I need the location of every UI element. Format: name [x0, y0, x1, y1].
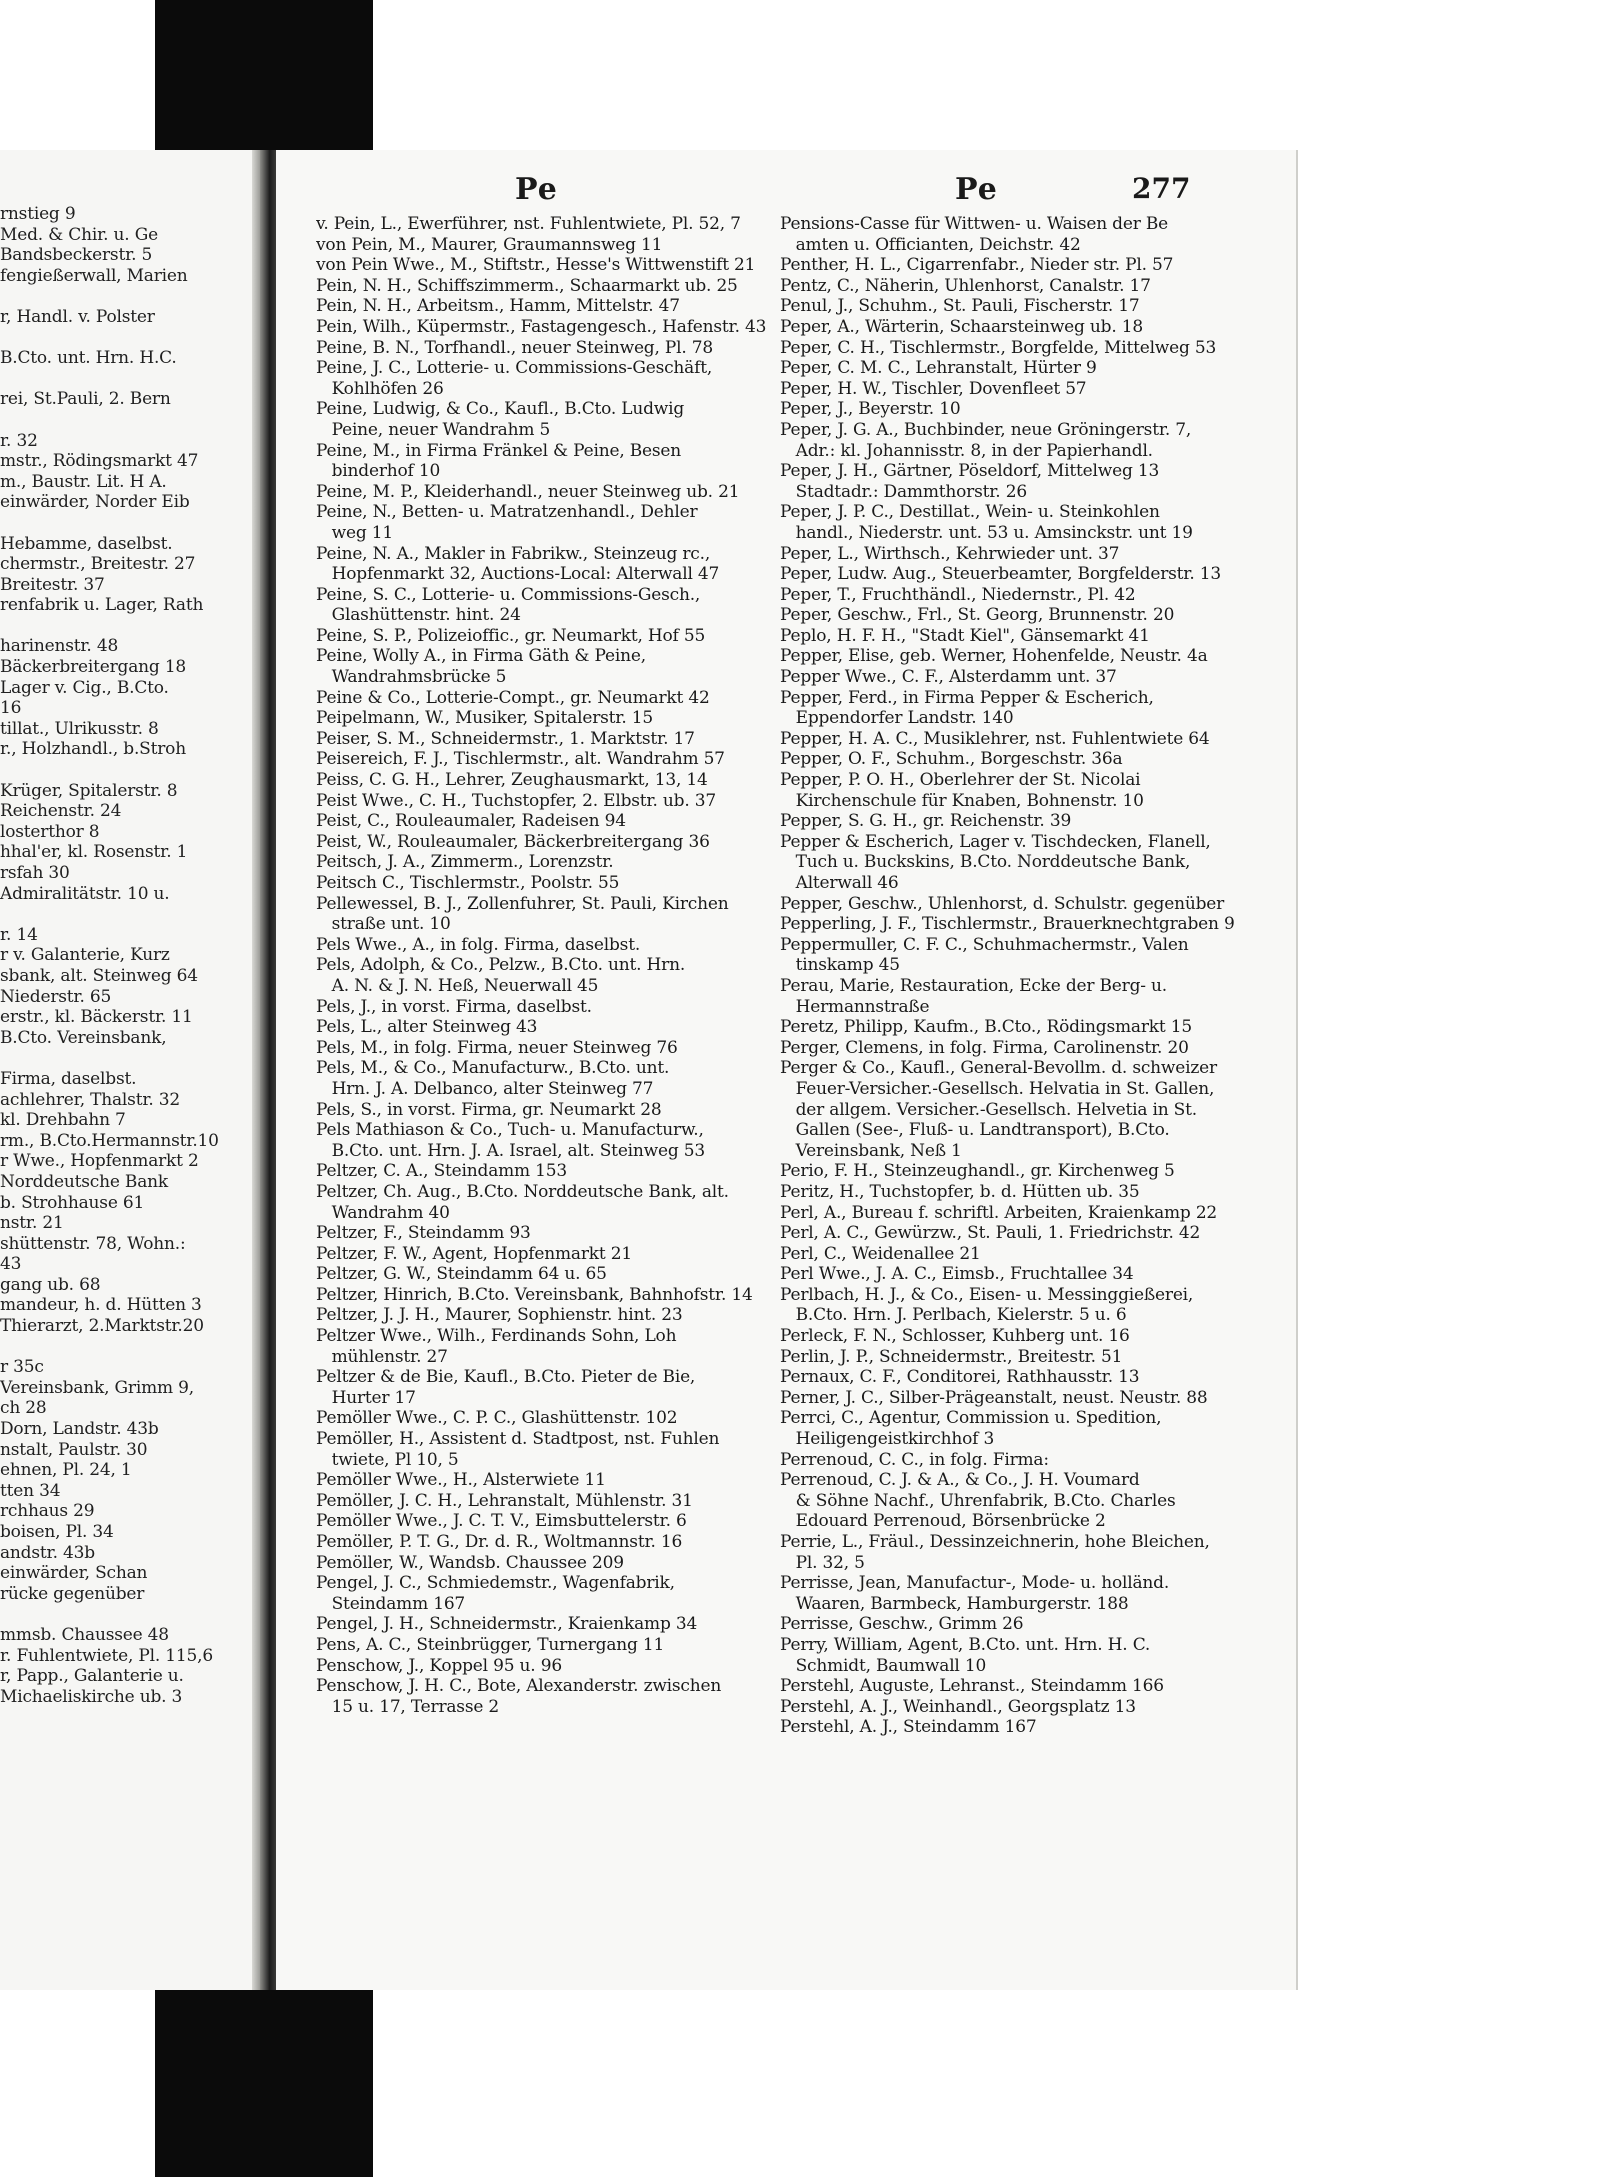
directory-column-right: [780, 214, 1288, 1738]
directory-entry-line: Peper, T., Fruchthändl., Niedernstr., Pl. 42: [780, 584, 1136, 605]
directory-entry-line: r. Fuhlentwiete, Pl. 115,6: [0, 1645, 213, 1666]
directory-entry-line: Peine, S. C., Lotterie- u. Commissions-Gesch.,: [316, 584, 701, 605]
directory-entry-line: Peine, N. A., Makler in Fabrikw., Steinzeug rc.,: [316, 543, 711, 564]
directory-entry-line: achlehrer, Thalstr. 32: [0, 1089, 181, 1110]
directory-entry-line: rsfah 30: [0, 863, 70, 883]
directory-entry-line: Pemöller Wwe., C. P. C., Glashüttenstr. 102: [316, 1408, 678, 1429]
directory-entry-line: Pernaux, C. F., Conditorei, Rathhausstr. 13: [780, 1367, 1140, 1388]
directory-entry-line: Perstehl, Auguste, Lehranst., Steindamm 166: [780, 1676, 1164, 1697]
directory-entry-line: Hopfenmarkt 32, Auctions-Local: Alterwall 47: [316, 564, 720, 585]
directory-entry-line: weg 11: [316, 522, 393, 543]
directory-entry-line: Perl, C., Weidenallee 21: [780, 1243, 981, 1264]
directory-entry-line: Peltzer, Hinrich, B.Cto. Vereinsbank, Bahnhofstr. 14: [316, 1284, 753, 1305]
directory-entry-line: renfabrik u. Lager, Rath: [0, 595, 204, 616]
directory-entry-line: Peltzer, F. W., Agent, Hopfenmarkt 21: [316, 1243, 632, 1264]
directory-entry-line: Peltzer, G. W., Steindamm 64 u. 65: [316, 1264, 607, 1285]
directory-entry-line: tten 34: [0, 1480, 61, 1501]
directory-entry-line: einwärder, Schan: [0, 1563, 148, 1584]
directory-entry-line: shüttenstr. 78, Wohn.:: [0, 1233, 186, 1254]
directory-entry-line: 15 u. 17, Terrasse 2: [316, 1696, 500, 1717]
directory-entry-line: fengießerwall, Marien: [0, 265, 188, 286]
directory-entry-line: Pepper, Ferd., in Firma Pepper & Escherich,: [780, 687, 1154, 708]
directory-entry-line: boisen, Pl. 34: [0, 1522, 114, 1542]
directory-entry-line: Perrci, C., Agentur, Commission u. Spedition,: [780, 1408, 1162, 1429]
directory-entry-line: Penul, J., Schuhm., St. Pauli, Fischerstr. 17: [780, 296, 1140, 317]
directory-entry-line: gang ub. 68: [0, 1274, 101, 1295]
directory-entry-line: Firma, daselbst.: [0, 1068, 137, 1089]
directory-entry-line: Alterwall 46: [780, 873, 899, 893]
directory-entry-line: r. 14: [0, 924, 38, 945]
directory-entry-line: rnstieg 9: [0, 204, 76, 224]
directory-entry-line: Pels, Adolph, & Co., Pelzw., B.Cto. unt. Hrn.: [316, 955, 686, 976]
directory-entry-line: Pensions-Casse für Wittwen- u. Waisen der Be: [780, 214, 1168, 234]
directory-column-left: [316, 214, 776, 1717]
directory-entry-line: Thierarzt, 2.Marktstr.20: [0, 1316, 204, 1337]
directory-entry-line: Schmidt, Baumwall 10: [780, 1655, 987, 1676]
directory-entry-line: amten u. Officianten, Deichstr. 42: [780, 234, 1081, 255]
directory-entry-line: Tuch u. Buckskins, B.Cto. Norddeutsche Bank,: [780, 852, 1191, 873]
directory-entry-line: Perstehl, A. J., Weinhandl., Georgsplatz 13: [780, 1696, 1136, 1717]
directory-entry-line: Vereinsbank, Neß 1: [780, 1140, 962, 1161]
directory-entry-line: Pemöller, W., Wandsb. Chaussee 209: [316, 1552, 624, 1573]
directory-entry-line: A. N. & J. N. Heß, Neuerwall 45: [316, 975, 599, 996]
directory-entry-line: Feuer-Versicher.-Gesellsch. Helvatia in St. Gallen,: [780, 1078, 1215, 1099]
directory-entry-line: Pens, A. C., Steinbrügger, Turnergang 11: [316, 1634, 665, 1655]
directory-entry-line: Pels, L., alter Steinweg 43: [316, 1017, 538, 1038]
directory-entry-line: Pepper, Elise, geb. Werner, Hohenfelde, Neustr. 4a: [780, 646, 1208, 667]
directory-entry-line: Krüger, Spitalerstr. 8: [0, 780, 178, 801]
directory-entry-line: B.Cto. unt. Hrn. J. A. Israel, alt. Steinweg 53: [316, 1140, 705, 1161]
directory-entry-line: Peine, M., in Firma Fränkel & Peine, Besen: [316, 440, 682, 461]
directory-entry-line: Hermannstraße: [780, 996, 930, 1017]
left-page-fragment: [0, 150, 260, 1990]
directory-entry-line: Peine, Wolly A., in Firma Gäth & Peine,: [316, 646, 646, 667]
directory-entry-line: [0, 1048, 250, 1069]
directory-entry-line: Vereinsbank, Grimm 9,: [0, 1377, 194, 1398]
directory-entry-line: ch 28: [0, 1398, 47, 1419]
directory-entry-line: r, Papp., Galanterie u.: [0, 1666, 184, 1687]
directory-entry-line: hhal'er, kl. Rosenstr. 1: [0, 842, 188, 863]
directory-entry-line: 43: [0, 1254, 22, 1275]
directory-entry-line: Perrisse, Jean, Manufactur-, Mode- u. holländ.: [780, 1573, 1170, 1594]
directory-entry-line: [0, 410, 250, 431]
directory-entry-line: tillat., Ulrikusstr. 8: [0, 718, 159, 739]
directory-entry-line: Peist, C., Rouleaumaler, Radeisen 94: [316, 811, 626, 832]
directory-entry-line: Waaren, Barmbeck, Hamburgerstr. 188: [780, 1593, 1129, 1614]
directory-entry-line: tinskamp 45: [780, 955, 900, 976]
directory-entry-line: r Wwe., Hopfenmarkt 2: [0, 1151, 199, 1172]
scan-border-top: [155, 0, 373, 150]
directory-entry-line: Perl Wwe., J. A. C., Eimsb., Fruchtallee 34: [780, 1264, 1134, 1285]
directory-entry-line: Hebamme, daselbst.: [0, 533, 173, 554]
directory-entry-line: mandeur, h. d. Hütten 3: [0, 1295, 202, 1316]
directory-entry-line: Pemöller Wwe., H., Alsterwiete 11: [316, 1470, 606, 1491]
directory-entry-line: Pels, M., & Co., Manufacturw., B.Cto. unt.: [316, 1058, 670, 1079]
directory-entry-line: Pels, J., in vorst. Firma, daselbst.: [316, 996, 592, 1017]
directory-entry-line: Perrenoud, C. J. & A., & Co., J. H. Voumard: [780, 1470, 1140, 1491]
directory-entry-line: mmsb. Chaussee 48: [0, 1624, 169, 1645]
directory-entry-line: rm., B.Cto.Hermannstr.10: [0, 1130, 219, 1151]
directory-entry-line: b. Strohhause 61: [0, 1192, 145, 1213]
directory-entry-line: Niederstr. 65: [0, 986, 112, 1007]
directory-entry-line: Perleck, F. N., Schlosser, Kuhberg unt. 16: [780, 1326, 1130, 1347]
directory-entry-line: m., Baustr. Lit. H A.: [0, 471, 167, 492]
directory-entry-line: Peltzer, C. A., Steindamm 153: [316, 1161, 568, 1182]
directory-entry-line: Pepper Wwe., C. F., Alsterdamm unt. 37: [780, 667, 1117, 688]
column-header-right: Pe: [955, 172, 998, 207]
directory-entry-line: Peisereich, F. J., Tischlermstr., alt. Wandrahm 57: [316, 749, 725, 770]
directory-entry-line: Perrie, L., Fräul., Dessinzeichnerin, hohe Bleichen,: [780, 1532, 1210, 1552]
directory-entry-line: Peine & Co., Lotterie-Compt., gr. Neumarkt 42: [316, 687, 710, 708]
directory-entry-line: rchhaus 29: [0, 1501, 95, 1522]
directory-entry-line: B.Cto. Hrn. J. Perlbach, Kielerstr. 5 u. 6: [780, 1305, 1127, 1326]
directory-entry-line: Peper, C. M. C., Lehranstalt, Hürter 9: [780, 358, 1097, 379]
column-header-left: Pe: [515, 172, 558, 207]
directory-entry-line: Pepper, S. G. H., gr. Reichenstr. 39: [780, 811, 1072, 832]
directory-entry-line: twiete, Pl 10, 5: [316, 1449, 459, 1470]
directory-entry-line: Peine, B. N., Torfhandl., neuer Steinweg, Pl. 78: [316, 337, 714, 358]
directory-entry-line: Lager v. Cig., B.Cto.: [0, 677, 169, 698]
page-number: 277: [1132, 172, 1191, 205]
directory-entry-line: Kirchenschule für Knaben, Bohnenstr. 10: [780, 790, 1144, 811]
directory-entry-line: Peper, H. W., Tischler, Dovenfleet 57: [780, 378, 1087, 399]
directory-entry-line: 16: [0, 698, 22, 719]
directory-entry-line: [0, 1337, 250, 1358]
directory-entry-line: Peiss, C. G. H., Lehrer, Zeughausmarkt, 13, 14: [316, 770, 708, 791]
directory-entry-line: r, Handl. v. Polster: [0, 306, 155, 327]
directory-entry-line: Peper, J. G. A., Buchbinder, neue Gröningerstr. 7,: [780, 419, 1192, 440]
directory-entry-line: Peplo, H. F. H., "Stadt Kiel", Gänsemarkt 41: [780, 625, 1150, 646]
directory-entry-line: Peltzer, F., Steindamm 93: [316, 1223, 531, 1244]
directory-entry-line: Pemöller, J. C. H., Lehranstalt, Mühlenstr. 31: [316, 1490, 693, 1511]
directory-entry-line: Pels Wwe., A., in folg. Firma, daselbst.: [316, 934, 641, 955]
directory-entry-line: Pels, S., in vorst. Firma, gr. Neumarkt 28: [316, 1099, 662, 1120]
directory-entry-line: Pl. 32, 5: [780, 1552, 865, 1573]
directory-entry-line: Peist Wwe., C. H., Tuchstopfer, 2. Elbstr. ub. 37: [316, 790, 716, 811]
directory-entry-line: Perl, A. C., Gewürzw., St. Pauli, 1. Friedrichstr. 42: [780, 1223, 1201, 1244]
directory-entry-line: Reichenstr. 24: [0, 801, 122, 822]
directory-entry-line: Perlin, J. P., Schneidermstr., Breitestr. 51: [780, 1346, 1123, 1367]
directory-entry-line: straße unt. 10: [316, 914, 451, 935]
directory-entry-line: Penschow, J. H. C., Bote, Alexanderstr. zwischen: [316, 1676, 722, 1697]
directory-entry-line: Pepper, H. A. C., Musiklehrer, nst. Fuhlentwiete 64: [780, 728, 1210, 749]
directory-entry-line: Pepper, P. O. H., Oberlehrer der St. Nicolai: [780, 770, 1141, 791]
left-page-edge: [252, 150, 260, 1990]
directory-entry-line: Peppermuller, C. F. C., Schuhmachermstr., Valen: [780, 934, 1189, 955]
directory-entry-line: chermstr., Breitestr. 27: [0, 554, 196, 575]
directory-entry-line: Perl, A., Bureau f. schriftl. Arbeiten, Kraienkamp 22: [780, 1202, 1218, 1223]
directory-entry-line: Peritz, H., Tuchstopfer, b. d. Hütten ub. 35: [780, 1181, 1140, 1202]
directory-entry-line: Peine, J. C., Lotterie- u. Commissions-Geschäft,: [316, 358, 713, 379]
directory-entry-line: & Söhne Nachf., Uhrenfabrik, B.Cto. Charles: [780, 1490, 1176, 1511]
directory-entry-line: harinenstr. 48: [0, 636, 119, 657]
directory-entry-line: Bäckerbreitergang 18: [0, 657, 187, 678]
directory-entry-line: binderhof 10: [316, 461, 441, 482]
directory-entry-line: Peitsch C., Tischlermstr., Poolstr. 55: [316, 873, 620, 893]
directory-entry-line: sbank, alt. Steinweg 64: [0, 965, 198, 986]
directory-entry-line: Adr.: kl. Johannisstr. 8, in der Papierhandl.: [780, 440, 1153, 461]
directory-entry-line: Peipelmann, W., Musiker, Spitalerstr. 15: [316, 708, 653, 729]
directory-entry-line: Pels, M., in folg. Firma, neuer Steinweg 76: [316, 1037, 678, 1058]
directory-entry-line: Perry, William, Agent, B.Cto. unt. Hrn. H. C.: [780, 1634, 1151, 1655]
directory-entry-line: [0, 616, 250, 637]
directory-entry-line: Penschow, J., Koppel 95 u. 96: [316, 1655, 562, 1676]
directory-entry-line: Perstehl, A. J., Steindamm 167: [780, 1717, 1037, 1738]
directory-entry-line: Peine, N., Betten- u. Matratzenhandl., Dehler: [316, 502, 698, 523]
directory-entry-line: Peist, W., Rouleaumaler, Bäckerbreitergang 36: [316, 831, 710, 852]
directory-entry-line: B.Cto. unt. Hrn. H.C.: [0, 348, 177, 369]
directory-entry-line: [0, 904, 250, 925]
directory-entry-line: Perger & Co., Kaufl., General-Bevollm. d. schweizer: [780, 1058, 1217, 1079]
directory-entry-line: Hrn. J. A. Delbanco, alter Steinweg 77: [316, 1078, 654, 1099]
directory-entry-line: von Pein, M., Maurer, Graumannsweg 11: [316, 234, 663, 255]
directory-entry-line: Pemöller Wwe., J. C. T. V., Eimsbuttelerstr. 6: [316, 1511, 687, 1532]
directory-entry-line: Peltzer, Ch. Aug., B.Cto. Norddeutsche Bank, alt.: [316, 1181, 729, 1202]
directory-entry-line: Pepper, Geschw., Uhlenhorst, d. Schulstr. gegenüber: [780, 893, 1225, 914]
directory-entry-line: mühlenstr. 27: [316, 1346, 448, 1367]
directory-entry-line: mstr., Rödingsmarkt 47: [0, 451, 199, 472]
directory-entry-line: Stadtadr.: Dammthorstr. 26: [780, 481, 1027, 502]
directory-entry-line: Peine, M. P., Kleiderhandl., neuer Steinweg ub. 21: [316, 481, 740, 502]
directory-entry-line: Med. & Chir. u. Ge: [0, 224, 158, 245]
directory-entry-line: Perlbach, H. J., & Co., Eisen- u. Messinggießerei,: [780, 1284, 1194, 1305]
directory-entry-line: Peper, L., Wirthsch., Kehrwieder unt. 37: [780, 543, 1120, 564]
directory-entry-line: Bandsbeckerstr. 5: [0, 245, 153, 266]
directory-entry-line: Pein, N. H., Arbeitsm., Hamm, Mittelstr. 47: [316, 296, 680, 317]
directory-entry-line: Peper, Ludw. Aug., Steuerbeamter, Borgfelderstr. 13: [780, 564, 1222, 585]
directory-entry-line: Pengel, J. C., Schmiedemstr., Wagenfabrik,: [316, 1573, 675, 1594]
directory-entry-line: nstalt, Paulstr. 30: [0, 1439, 148, 1460]
directory-entry-line: Hurter 17: [316, 1387, 416, 1408]
directory-entry-line: Norddeutsche Bank: [0, 1171, 168, 1192]
directory-entry-line: Pemöller, P. T. G., Dr. d. R., Woltmannstr. 16: [316, 1532, 683, 1552]
directory-entry-line: erstr., kl. Bäckerstr. 11: [0, 1007, 193, 1028]
scan-border-bottom: [155, 1990, 373, 2177]
directory-entry-line: B.Cto. Vereinsbank,: [0, 1027, 167, 1048]
directory-entry-line: Peper, J. H., Gärtner, Pöseldorf, Mittelweg 13: [780, 461, 1160, 482]
directory-entry-line: r., Holzhandl., b.Stroh: [0, 739, 186, 760]
directory-entry-line: Pepperling, J. F., Tischlermstr., Brauerknechtgraben 9: [780, 914, 1235, 935]
directory-entry-line: Perner, J. C., Silber-Prägeanstalt, neust. Neustr. 88: [780, 1387, 1208, 1408]
directory-entry-line: losterthor 8: [0, 821, 100, 842]
directory-entry-line: Peltzer & de Bie, Kaufl., B.Cto. Pieter de Bie,: [316, 1367, 696, 1388]
directory-entry-line: Peine, neuer Wandrahm 5: [316, 419, 551, 440]
directory-entry-line: Pels Mathiason & Co., Tuch- u. Manufacturw.,: [316, 1120, 704, 1141]
directory-entry-line: Wandrahm 40: [316, 1202, 450, 1223]
directory-entry-line: Peretz, Philipp, Kaufm., B.Cto., Rödingsmarkt 15: [780, 1017, 1192, 1038]
directory-entry-line: Pemöller, H., Assistent d. Stadtpost, nst. Fuhlen: [316, 1429, 720, 1450]
directory-entry-line: Perger, Clemens, in folg. Firma, Carolinenstr. 20: [780, 1037, 1189, 1058]
directory-entry-line: [0, 369, 250, 390]
directory-entry-line: [0, 286, 250, 307]
directory-entry-line: Pepper & Escherich, Lager v. Tischdecken, Flanell,: [780, 831, 1211, 852]
directory-entry-line: Michaeliskirche ub. 3: [0, 1686, 183, 1707]
directory-entry-line: Peine, Ludwig, & Co., Kaufl., B.Cto. Ludwig: [316, 399, 685, 420]
directory-entry-line: Wandrahmsbrücke 5: [316, 667, 507, 688]
directory-entry-line: Peper, A., Wärterin, Schaarsteinweg ub. 18: [780, 316, 1143, 337]
directory-entry-line: Eppendorfer Landstr. 140: [780, 708, 1014, 729]
directory-entry-line: Perio, F. H., Steinzeughandl., gr. Kirchenweg 5: [780, 1161, 1175, 1182]
directory-entry-line: Peltzer, J. J. H., Maurer, Sophienstr. hint. 23: [316, 1305, 683, 1326]
directory-entry-line: Perau, Marie, Restauration, Ecke der Berg- u.: [780, 975, 1167, 996]
directory-entry-line: Peper, J. P. C., Destillat., Wein- u. Steinkohlen: [780, 502, 1160, 523]
directory-entry-line: Peine, S. P., Polizeioffic., gr. Neumarkt, Hof 55: [316, 625, 706, 646]
directory-entry-line: rücke gegenüber: [0, 1583, 145, 1604]
directory-entry-line: Pein, Wilh., Küpermstr., Fastagengesch., Hafenstr. 43: [316, 316, 767, 337]
directory-entry-line: v. Pein, L., Ewerführer, nst. Fuhlentwiete, Pl. 52, 7: [316, 214, 741, 234]
directory-entry-line: Edouard Perrenoud, Börsenbrücke 2: [780, 1511, 1106, 1532]
directory-entry-line: [0, 760, 250, 781]
directory-entry-line: r 35c: [0, 1357, 44, 1378]
directory-entry-line: Peper, C. H., Tischlermstr., Borgfelde, Mittelweg 53: [780, 337, 1217, 358]
directory-entry-line: Pepper, O. F., Schuhm., Borgeschstr. 36a: [780, 749, 1123, 770]
directory-entry-line: rei, St.Pauli, 2. Bern: [0, 389, 171, 410]
directory-entry-line: Admiralitätstr. 10 u.: [0, 883, 170, 904]
directory-entry-line: andstr. 43b: [0, 1542, 95, 1563]
directory-entry-line: Peper, J., Beyerstr. 10: [780, 399, 961, 420]
directory-entry-line: Kohlhöfen 26: [316, 378, 444, 399]
directory-entry-line: Breitestr. 37: [0, 574, 105, 595]
directory-entry-line: Peiser, S. M., Schneidermstr., 1. Marktstr. 17: [316, 728, 695, 749]
directory-entry-line: Pellewessel, B. J., Zollenfuhrer, St. Pauli, Kirchen: [316, 893, 729, 914]
directory-entry-line: Gallen (See-, Fluß- u. Landtransport), B.Cto.: [780, 1120, 1170, 1141]
directory-entry-line: Pentz, C., Näherin, Uhlenhorst, Canalstr. 17: [780, 275, 1151, 296]
directory-entry-line: Steindamm 167: [316, 1593, 466, 1614]
directory-entry-line: von Pein Wwe., M., Stiftstr., Hesse's Wittwenstift 21: [316, 255, 756, 276]
book-gutter: [260, 150, 276, 1990]
directory-entry-line: Perrisse, Geschw., Grimm 26: [780, 1614, 1024, 1635]
directory-entry-line: nstr. 21: [0, 1213, 64, 1234]
directory-entry-line: [0, 328, 250, 349]
directory-entry-line: [0, 513, 250, 534]
directory-entry-line: r. 32: [0, 430, 38, 451]
directory-entry-line: Pengel, J. H., Schneidermstr., Kraienkamp 34: [316, 1614, 698, 1635]
left-page-text: [0, 204, 250, 1707]
directory-entry-line: Heiligengeistkirchhof 3: [780, 1429, 995, 1450]
directory-entry-line: Peltzer Wwe., Wilh., Ferdinands Sohn, Loh: [316, 1326, 677, 1347]
directory-entry-line: Peper, Geschw., Frl., St. Georg, Brunnenstr. 20: [780, 605, 1175, 626]
directory-entry-line: der allgem. Versicher.-Gesellsch. Helvetia in St.: [780, 1099, 1197, 1120]
directory-entry-line: [0, 1604, 250, 1625]
directory-entry-line: kl. Drehbahn 7: [0, 1110, 126, 1131]
directory-entry-line: r v. Galanterie, Kurz: [0, 945, 170, 966]
directory-entry-line: ehnen, Pl. 24, 1: [0, 1460, 132, 1481]
directory-entry-line: Penther, H. L., Cigarrenfabr., Nieder str. Pl. 57: [780, 255, 1174, 276]
directory-entry-line: Peitsch, J. A., Zimmerm., Lorenzstr.: [316, 852, 614, 873]
directory-entry-line: Dorn, Landstr. 43b: [0, 1419, 159, 1440]
directory-entry-line: einwärder, Norder Eib: [0, 492, 190, 513]
directory-entry-line: Perrenoud, C. C., in folg. Firma:: [780, 1449, 1049, 1470]
directory-entry-line: Glashüttenstr. hint. 24: [316, 605, 521, 626]
directory-entry-line: Pein, N. H., Schiffszimmerm., Schaarmarkt ub. 25: [316, 275, 738, 296]
directory-entry-line: handl., Niederstr. unt. 53 u. Amsinckstr. unt 19: [780, 522, 1193, 543]
